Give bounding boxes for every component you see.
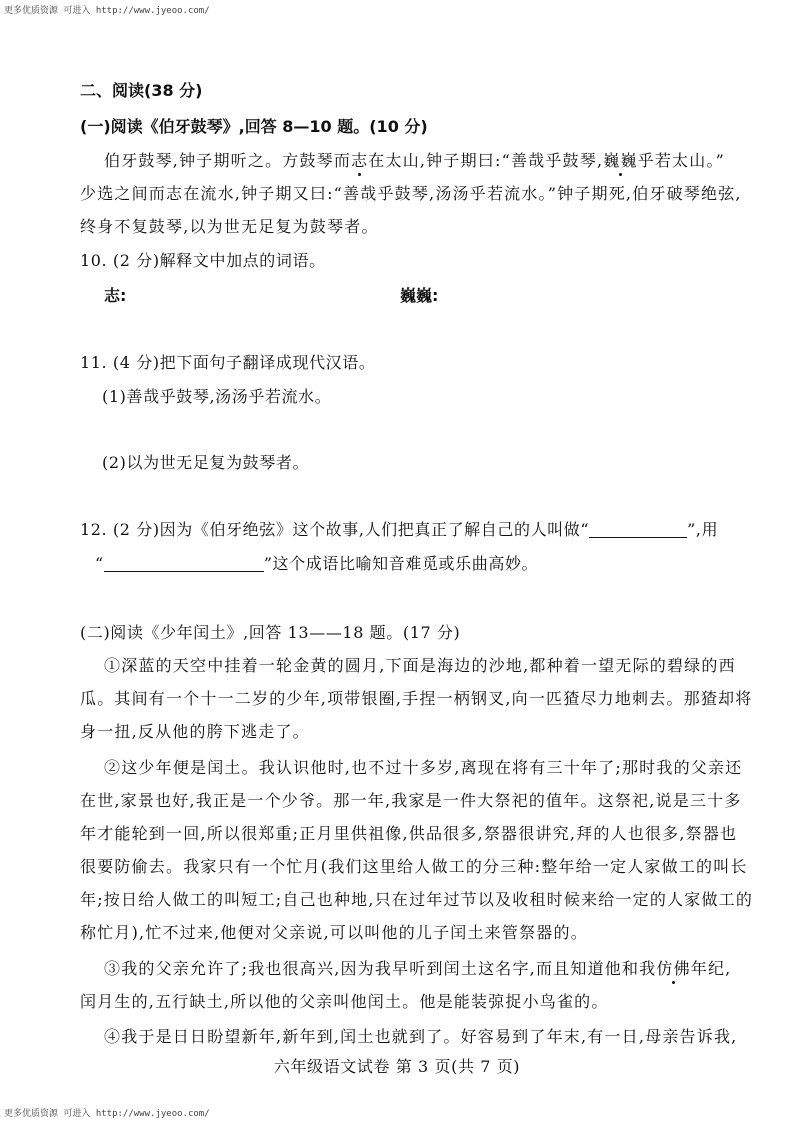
reading2-line: 年;按日给人做工的叫短工;自己也种地,只在过年过节以及收租时候来给一定的人家做工的: [80, 890, 754, 909]
question-12-line-1: [80, 519, 718, 541]
reading2-line: 年才能轮到一回,所以很郑重;正月里供祖像,供品很多,祭器很讲究,拜的人也很多,祭器也: [80, 824, 738, 843]
question-11-stem: 11. (4 分)把下面句子翻译成现代汉语。: [80, 353, 376, 372]
answer-blank-2[interactable]: [104, 555, 264, 572]
question-12-text: ”,用: [687, 520, 719, 539]
question-12-text: ”这个成语比喻知音难觅或乐曲高妙。: [263, 554, 539, 573]
reading2-line: 身一扭,反从他的胯下逃走了。: [80, 722, 310, 741]
passage-text: 乎若太山。”: [637, 151, 726, 170]
question-12-text: 12. (2 分)因为《伯牙绝弦》这个故事,人们把真正了解自己的人叫做“: [80, 520, 590, 539]
question-11-item-1: (1)善哉乎鼓琴,汤汤乎若流水。: [102, 387, 332, 406]
section-heading: 二、阅读(38 分): [80, 81, 203, 100]
question-10-stem: 10. (2 分)解释文中加点的词语。: [80, 251, 326, 270]
dotted-word-weiwei: 巍巍: [603, 151, 638, 170]
reading2-para3-line-1: [104, 958, 731, 980]
reading2-para3-line-2: 闰月生的,五行缺土,所以他的父亲叫他闰土。他是能装弶捉小鸟雀的。: [80, 992, 609, 1011]
passage-text: 年纪,: [690, 959, 732, 978]
watermark-bottom: 更多优质资源 可进入 http://www.jyeoo.com/: [4, 1109, 210, 1119]
dotted-word-zhi: 志: [351, 151, 369, 170]
question-10-word-zhi: 志:: [104, 286, 127, 305]
question-12-text: “: [95, 554, 104, 573]
reading2-line: 瓜。其间有一个十一二岁的少年,项带银圈,手捏一柄钢叉,向一匹猹尽力地刺去。那猹却将: [80, 689, 753, 708]
watermark-top: 更多优质资源 可进入 http://www.jyeoo.com/: [4, 6, 210, 16]
answer-blank-1[interactable]: [589, 521, 687, 538]
reading2-line: ②这少年便是闰土。我认识他时,也不过十多岁,离现在将有三十年了;那时我的父亲还: [104, 758, 743, 777]
passage-text: ③我的父亲允许了;我也很高兴,因为我早听到闰土这名字,而且知道他和我: [104, 959, 657, 978]
passage-text: 伯牙鼓琴,钟子期听之。方鼓琴而: [104, 151, 352, 170]
reading1-passage-line-2: 少选之间而志在流水,钟子期又曰:“善哉乎鼓琴,汤汤乎若流水。”钟子期死,伯牙破琴绝弦,: [80, 184, 742, 203]
reading1-passage-line-3: 终身不复鼓琴,以为世无足复为鼓琴者。: [80, 217, 379, 236]
question-12-line-2: [95, 553, 538, 575]
question-11-item-2: (2)以为世无足复为鼓琴者。: [102, 453, 310, 472]
reading2-para4-line-1: ④我于是日日盼望新年,新年到,闰土也就到了。好容易到了年末,有一日,母亲告诉我,: [104, 1027, 738, 1046]
reading2-line: 在世,家景也好,我正是一个少爷。那一年,我家是一件大祭祀的值年。这祭祀,说是三十多: [80, 791, 742, 810]
question-10-word-weiwei: 巍巍:: [400, 286, 439, 305]
reading2-line: ①深蓝的天空中挂着一轮金黄的圆月,下面是海边的沙地,都种着一望无际的碧绿的西: [104, 656, 736, 675]
reading1-passage-line-1: [104, 150, 725, 172]
page-footer: 六年级语文试卷 第 3 页(共 7 页): [273, 1057, 521, 1076]
reading2-line: 称忙月),忙不过来,他便对父亲说,可以叫他的儿子闰土来管祭器的。: [80, 923, 588, 942]
reading2-title: (二)阅读《少年闰土》,回答 13——18 题。(17 分): [80, 623, 461, 642]
reading1-title: (一)阅读《伯牙鼓琴》,回答 8—10 题。(10 分): [80, 117, 428, 136]
reading2-line: 很要防偷去。我家只有一个忙月(我们这里给人做工的分三种:整年给一定人家做工的叫长: [80, 857, 748, 876]
dotted-word-fangfu: 仿佛: [656, 959, 691, 978]
passage-text: 在太山,钟子期曰:“善哉乎鼓琴,: [368, 151, 604, 170]
